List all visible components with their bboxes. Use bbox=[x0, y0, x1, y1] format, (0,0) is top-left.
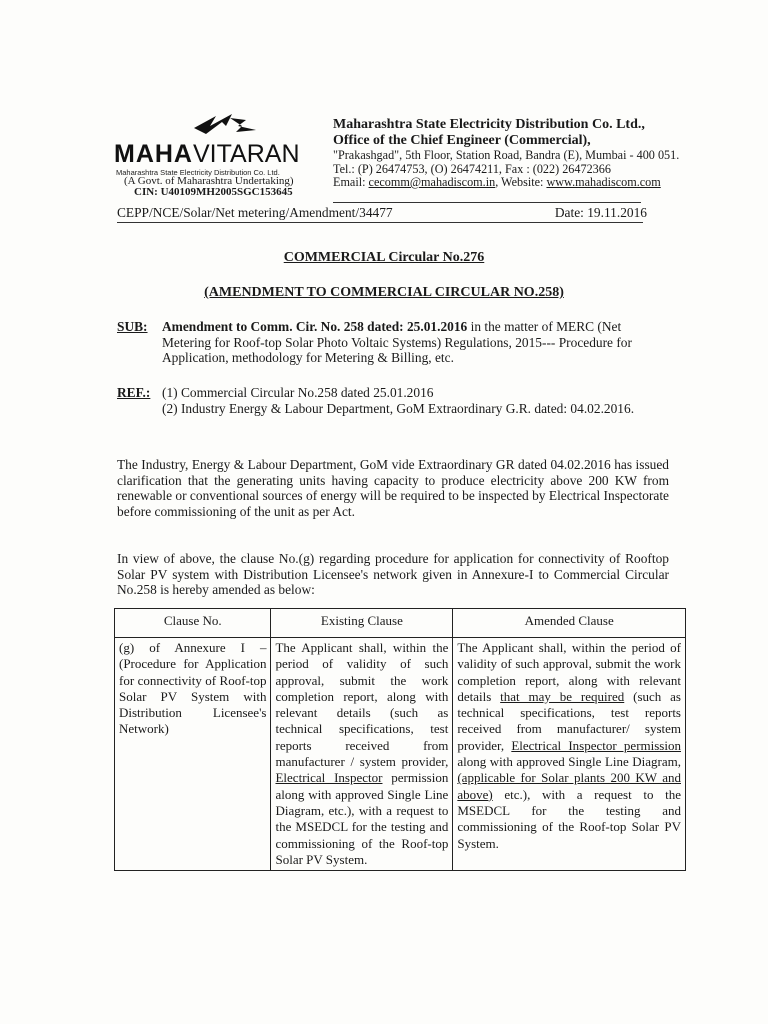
subject-label: SUB: bbox=[117, 319, 148, 334]
circular-title: COMMERCIAL Circular No.276 bbox=[283, 250, 485, 265]
company-contact: Email: cecomm@mahadiscom.in, Website: www.mahadiscom.com bbox=[333, 175, 661, 189]
references-label: REF.: bbox=[117, 385, 151, 400]
amended-clause-cell: The Applicant shall, within the period of validity of such approval, submit the work completion report, along with relevant details that may be required (such as technical specifications, test reports received from manufacturer/ system provider, Electrical Inspector permission along with approved Single Line Diagram, (applicable for Solar plants 200 KW and above) etc.), with a request to the MSEDCL for the testing and commissioning of the Roof-top Solar PV System. bbox=[453, 638, 686, 871]
circular-date: Date: 19.11.2016 bbox=[554, 205, 647, 220]
table-row bbox=[115, 638, 686, 871]
reference-item: (2) Industry Energy & Labour Department, GoM Extraordinary G.R. dated: 04.02.2016. bbox=[162, 400, 635, 416]
clause-cell: (g) of Annexure I – (Procedure for Application for connectivity of Roof-top Solar PV System with Distribution Licensee's Network) bbox=[115, 638, 271, 871]
letterhead-divider bbox=[333, 202, 641, 203]
office-name: Office of the Chief Engineer (Commercial), bbox=[333, 133, 591, 148]
logo-tagline: Maharashtra State Electricity Distribution Co. Ltd. bbox=[116, 168, 280, 177]
company-info bbox=[333, 117, 679, 190]
reference-divider bbox=[117, 222, 643, 223]
body-paragraph: The Industry, Energy & Labour Department, GoM vide Extraordinary GR dated 04.02.2016 has issued clarification that the generating units having capacity to produce electricity above 200 KW from renewable or conventional sources of energy will be required to be inspected by Electrical Inspectorate before commissioning of the unit as per Act. bbox=[117, 457, 669, 520]
cin-number: CIN: U40109MH2005SGC153645 bbox=[134, 186, 293, 198]
email-link[interactable]: cecomm@mahadiscom.in bbox=[368, 175, 496, 189]
circular-subtitle: (AMENDMENT TO COMMERCIAL CIRCULAR NO.258) bbox=[204, 285, 564, 300]
reference-item: (1) Commercial Circular No.258 dated 25.01.2016 bbox=[162, 385, 434, 400]
table-header-row bbox=[115, 609, 686, 638]
references-section bbox=[117, 385, 670, 416]
amendment-table bbox=[114, 608, 686, 871]
body-paragraph: In view of above, the clause No.(g) regarding procedure for application for connectivity of Rooftop Solar PV system with Distribution Licensee's network given in Annexure-I to Commercial Circular No.258 is hereby amended as below: bbox=[117, 551, 669, 598]
company-address: "Prakashgad", 5th Floor, Station Road, Bandra (E), Mumbai - 400 051. bbox=[333, 148, 680, 162]
existing-clause-cell: The Applicant shall, within the period of validity of such approval, submit the work completion report, along with relevant details (such as technical specifications, test reports received from manufacturer / system provider, Electrical Inspector permission along with approved Single Line Diagram, etc.), with a request to the MSEDCL for the testing and commissioning of the Roof-top Solar PV System. bbox=[271, 638, 453, 871]
subject-section bbox=[117, 319, 670, 366]
govt-undertaking-note: (A Govt. of Maharashtra Undertaking) bbox=[124, 175, 294, 187]
column-header: Existing Clause bbox=[271, 609, 453, 638]
reference-line bbox=[117, 205, 647, 221]
column-header: Clause No. bbox=[115, 609, 271, 638]
company-phone: Tel.: (P) 26474753, (O) 26474211, Fax : (022) 26472366 bbox=[333, 161, 611, 176]
reference-number: CEPP/NCE/Solar/Net metering/Amendment/34477 bbox=[117, 205, 393, 220]
website-link[interactable]: www.mahadiscom.com bbox=[546, 175, 661, 189]
company-name: Maharashtra State Electricity Distribution Co. Ltd., bbox=[333, 117, 645, 132]
mahavitaran-logo-icon bbox=[172, 108, 272, 144]
column-header: Amended Clause bbox=[453, 609, 686, 638]
logo-wordmark: MAHAVITARAN bbox=[114, 140, 300, 168]
subject-text: Amendment to Comm. Cir. No. 258 dated: 25.01.2016 in the matter of MERC (Net Metering for Roof-top Solar Photo Voltaic Systems) Regulations, 2015--- Procedure for Application, methodology for Metering & Billing, etc. bbox=[162, 319, 632, 365]
